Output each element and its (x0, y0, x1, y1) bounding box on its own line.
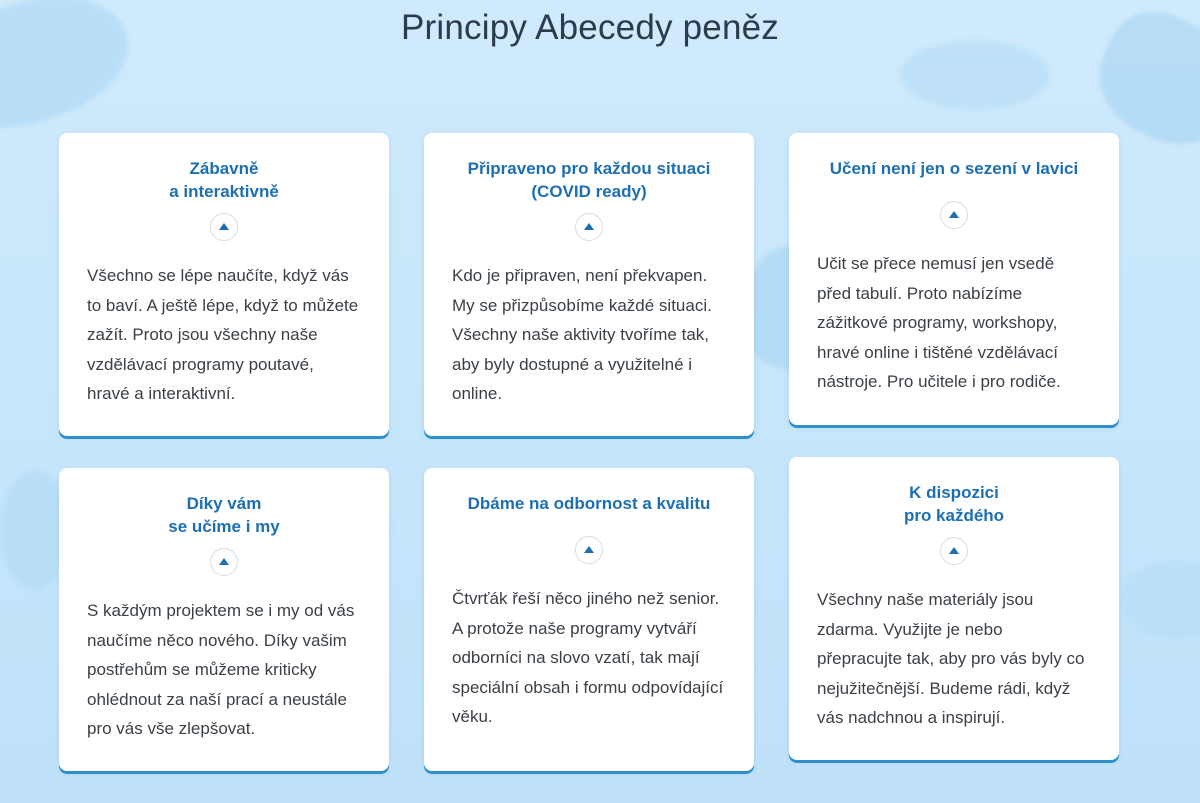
background-cloud (1120, 560, 1200, 640)
card-text: Čtvrťák řeší něco jiného než senior. A protože naše programy vytváří odborníci na slovo vzatí, tak mají speciální obsah i formu odpovídající věku. (452, 589, 724, 726)
principle-card-learning (789, 133, 1119, 425)
chevron-up-icon (584, 223, 594, 230)
card-title: Připraveno pro každou situaci (COVID ready) (467, 159, 711, 201)
principle-card-available (789, 457, 1119, 760)
page-title: Principy Abecedy peněz (401, 8, 779, 47)
card-text: Kdo je připraven, není překvapen. My se přizpůsobíme každé situaci. Všechny naše aktivity tvoříme tak, aby byly dostupné a využitelné i online. (452, 266, 712, 403)
chevron-up-icon (949, 547, 959, 554)
principle-card-we-learn (59, 468, 389, 771)
card-title: K dispozici pro každého (903, 483, 1005, 525)
chevron-up-icon (584, 546, 594, 553)
chevron-up-icon (219, 223, 229, 230)
collapse-toggle-button[interactable] (940, 537, 968, 565)
card-text: S každým projektem se i my od vás naučíme něco nového. Díky vašim postřehům se můžeme kriticky ohlédnout za naší prací a neustále pro vás vše zlepšovat. (87, 601, 355, 738)
chevron-up-icon (949, 211, 959, 218)
card-title: Díky vám se učíme i my (168, 494, 280, 536)
background-cloud (900, 40, 1050, 110)
card-title: Dbáme na odbornost a kvalitu (467, 494, 711, 513)
collapse-toggle-button[interactable] (575, 213, 603, 241)
collapse-toggle-button[interactable] (210, 548, 238, 576)
principle-card-covid-ready (424, 133, 754, 436)
card-title: Zábavně a interaktivně (169, 159, 279, 201)
principle-card-quality (424, 468, 754, 771)
collapse-toggle-button[interactable] (575, 536, 603, 564)
collapse-toggle-button[interactable] (940, 201, 968, 229)
card-text: Všechny naše materiály jsou zdarma. Využijte je nebo přepracujte tak, aby pro vás byly co nejužitečnější. Budeme rádi, když vás nadchnou a inspirují. (817, 590, 1085, 727)
chevron-up-icon (219, 558, 229, 565)
card-title: Učení není jen o sezení v lavici (829, 159, 1079, 178)
collapse-toggle-button[interactable] (210, 213, 238, 241)
principle-card-fun (59, 133, 389, 436)
card-text: Učit se přece nemusí jen vsedě před tabulí. Proto nabízíme zážitkové programy, workshopy, hravé online i tištěné vzdělávací nástroje. Pro učitele i pro rodiče. (817, 254, 1061, 391)
card-text: Všechno se lépe naučíte, když vás to baví. A ještě lépe, když to můžete zažít. Proto jsou všechny naše vzdělávací programy poutavé, hravé a interaktivní. (87, 266, 359, 403)
